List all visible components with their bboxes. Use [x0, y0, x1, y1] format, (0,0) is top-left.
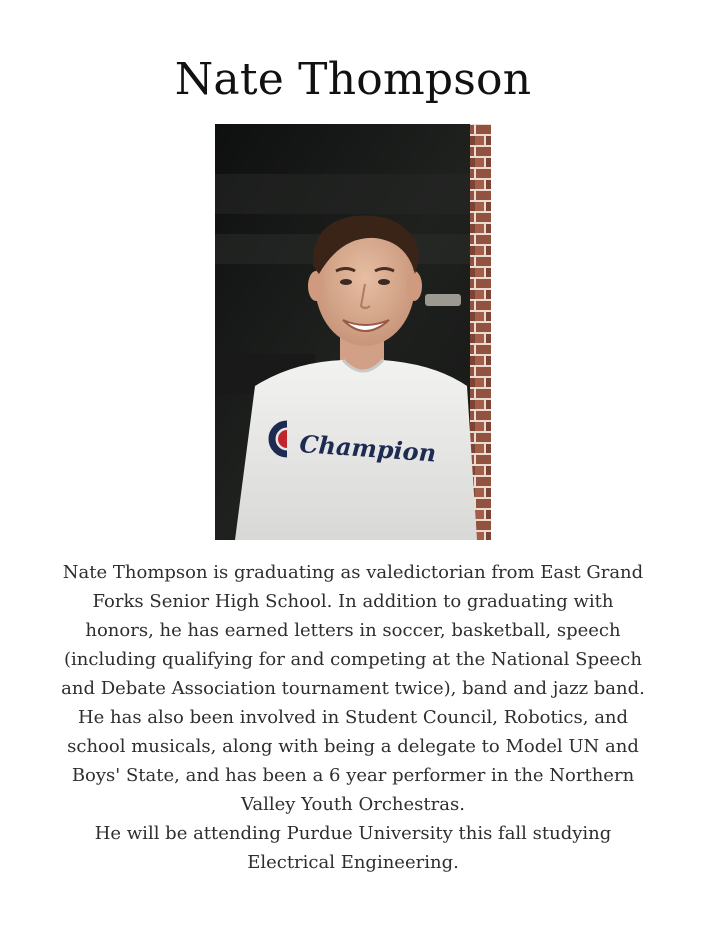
portrait-photo — [215, 124, 491, 540]
bio-paragraph: Nate Thompson is graduating as valedictorian from East Grand Forks Senior High School. In addition to graduating with honors, he has earned letters in soccer, basketball, speech (including qualifying for and competing at the National Speech and Debate Association tournament twice), band and jazz band. He has also been involved in Student Council, Robotics, and school musicals, along with being a delegate to Model UN and Boys' State, and has been a 6 year performer in the Northern Valley Youth Orchestras. — [61, 562, 645, 815]
brick-wall — [470, 124, 491, 540]
bio-text — [56, 558, 650, 877]
shirt-logo-text: Champion — [298, 429, 438, 468]
page-title: Nate Thompson — [174, 54, 532, 105]
bio-paragraph: He will be attending Purdue University this fall studying Electrical Engineering. — [94, 823, 612, 873]
